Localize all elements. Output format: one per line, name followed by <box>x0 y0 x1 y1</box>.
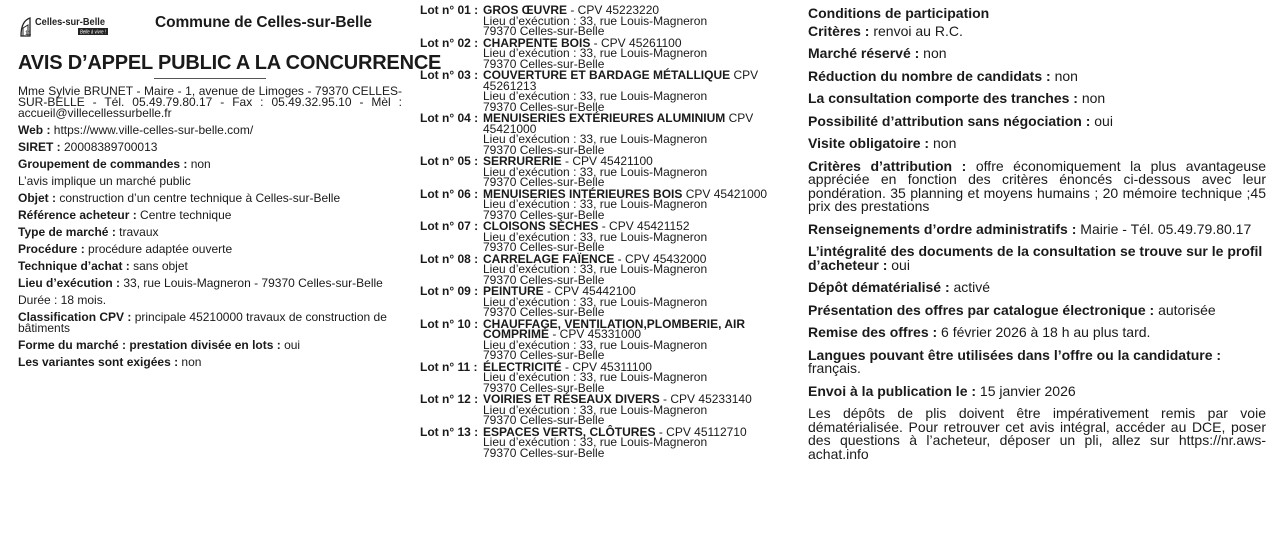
remise-line: Remise des offres : 6 février 2026 à 18 h au plus tard. <box>808 324 1151 340</box>
depots-paragraph: Les dépôts de plis doivent être impérativement remis par voie dématérialisée. Pour retrouver cet avis intégral, accéder au DCE, poser des questions à l’acheteur, déposer un pli, allez sur https://nr.aws-achat.info <box>808 405 1266 462</box>
lot-number: Lot n° 07 : <box>420 219 479 233</box>
lot-body <box>483 221 788 253</box>
lot-ville: 79370 Celles-sur-Belle <box>483 445 605 460</box>
lot-body <box>483 113 788 155</box>
lot-lieu: Lieu d’exécution : 33, rue Louis-Magneron <box>483 337 708 352</box>
lot-title: MENUISERIES INTÉRIEURES BOIS <box>483 186 683 201</box>
lot-lieu: Lieu d’exécution : 33, rue Louis-Magneron <box>483 164 708 179</box>
notice-details <box>18 86 402 368</box>
lot-item <box>420 286 788 318</box>
logo-tagline: Belle à vivre ! <box>80 29 107 36</box>
lot-ville: 79370 Celles-sur-Belle <box>483 207 605 222</box>
lot-body <box>483 5 788 37</box>
lot-number: Lot n° 02 : <box>420 35 479 50</box>
groupement-line: Groupement de commandes : non <box>18 157 211 171</box>
criteres-attribution-line: Critères d’attribution : offre économiquement la plus avantageuse appréciée en fonction des critères énoncés ci-dessous avec leur pondération. 35 planning et moyens humains ; 20 mémoire technique ;45 prix des prestations <box>808 157 1266 214</box>
lot-number: Lot n° 03 : <box>420 68 479 82</box>
lot-lieu: Lieu d’exécution : 33, rue Louis-Magneron <box>483 402 708 417</box>
logo-icon <box>18 12 136 38</box>
objet-line: Objet : construction d’un centre technique à Celles-sur-Belle <box>18 191 341 205</box>
criteres-line: Critères : renvoi au R.C. <box>808 22 963 39</box>
lot-title: CHARPENTE BOIS <box>483 35 591 50</box>
lot-number: Lot n° 12 : <box>420 392 479 406</box>
attribution-sans-negociation-line: Possibilité d’attribution sans négociation : oui <box>808 112 1113 129</box>
lot-number: Lot n° 05 : <box>420 154 479 168</box>
commune-title: Commune de Celles-sur-Belle <box>155 14 372 31</box>
lot-item <box>420 221 788 253</box>
lot-item <box>420 186 788 222</box>
lot-number: Lot n° 09 : <box>420 284 479 298</box>
lot-ville: 79370 Celles-sur-Belle <box>483 380 605 395</box>
lot-cpv: - CPV 45442100 <box>543 284 636 298</box>
lot-body <box>483 35 788 71</box>
lot-body <box>483 70 788 112</box>
langues-line: Langues pouvant être utilisées dans l’offre ou la candidature : français. <box>808 346 1222 376</box>
integralite-line: L’intégralité des documents de la consultation se trouve sur le profil d’acheteur : oui <box>808 243 1263 273</box>
lot-number: Lot n° 11 : <box>420 359 478 374</box>
reference-line: Référence acheteur : Centre technique <box>18 208 232 222</box>
procedure-line: Procédure : procédure adaptée ouverte <box>18 242 233 256</box>
lot-cpv: - CPV 45421152 <box>598 219 690 233</box>
lot-number: Lot n° 08 : <box>420 251 479 266</box>
lot-lieu: Lieu d’exécution : 33, rue Louis-Magneron <box>483 370 708 384</box>
lot-title: CARRELAGE FAÏENCE <box>483 251 615 266</box>
depot-line: Dépôt dématérialisé : activé <box>808 279 991 295</box>
lot-body <box>483 394 788 426</box>
lot-item <box>420 424 788 460</box>
lot-item <box>420 359 788 395</box>
title-divider <box>154 78 266 79</box>
lot-title-line <box>483 70 788 91</box>
lots-column <box>420 0 788 458</box>
lot-lieu: Lieu d’exécution : 33, rue Louis-Magneron <box>483 13 708 28</box>
lot-cpv: - CPV 45223220 <box>567 3 660 17</box>
column-right <box>808 0 1266 461</box>
celles-sur-belle-logo <box>18 12 136 38</box>
lot-body <box>483 186 788 222</box>
envoi-line: Envoi à la publication le : 15 janvier 2026 <box>808 382 1076 399</box>
siret-line: SIRET : 20008389700013 <box>18 140 158 154</box>
lot-cpv: - CPV 45233140 <box>659 392 752 406</box>
lot-cpv: - CPV 45311100 <box>561 359 652 374</box>
lot-lieu: Lieu d’exécution : 33, rue Louis-Magneron <box>483 262 708 276</box>
lot-number: Lot n° 06 : <box>420 186 479 201</box>
lot-cpv: CPV 45421000 <box>483 111 754 136</box>
tranches-line: La consultation comporte des tranches : non <box>808 90 1106 106</box>
lot-ville: 79370 Celles-sur-Belle <box>483 240 605 254</box>
lot-ville: 79370 Celles-sur-Belle <box>483 175 605 189</box>
lot-title: CLOISONS SÈCHES <box>483 219 599 233</box>
lot-lieu: Lieu d’exécution : 33, rue Louis-Magneron <box>483 197 708 211</box>
lot-ville: 79370 Celles-sur-Belle <box>483 413 605 427</box>
type-marche-line: Type de marché : travaux <box>18 225 159 239</box>
lot-body <box>483 156 788 188</box>
lot-lieu: Lieu d’exécution : 33, rue Louis-Magneron <box>483 435 708 449</box>
visite-line: Visite obligatoire : non <box>808 135 957 151</box>
column-left <box>18 0 442 369</box>
lot-ville: 79370 Celles-sur-Belle <box>483 348 605 362</box>
lot-body <box>483 251 788 287</box>
lot-lieu: Lieu d’exécution : 33, rue Louis-Magneron <box>483 132 708 146</box>
duree-line: Durée : 18 mois. <box>18 293 107 307</box>
lot-cpv: CPV 45261213 <box>483 68 759 93</box>
lot-ville: 79370 Celles-sur-Belle <box>483 142 605 157</box>
lot-cpv: - CPV 45421100 <box>561 154 653 168</box>
lot-body <box>483 424 788 460</box>
lot-number: Lot n° 10 : <box>420 316 479 331</box>
lot-body <box>483 286 788 318</box>
lot-lieu: Lieu d’exécution : 33, rue Louis-Magneron <box>483 294 708 309</box>
web-line: Web : https://www.ville-celles-sur-belle.com/ <box>18 123 254 137</box>
lot-title: PEINTURE <box>483 284 544 298</box>
lot-ville: 79370 Celles-sur-Belle <box>483 56 605 71</box>
lot-body <box>483 359 788 395</box>
lot-cpv: - CPV 45331000 <box>549 327 642 341</box>
lot-number: Lot n° 13 : <box>420 424 479 439</box>
lot-item <box>420 35 788 71</box>
lot-lieu: Lieu d’exécution : 33, rue Louis-Magneron <box>483 229 708 244</box>
lot-lieu: Lieu d’exécution : 33, rue Louis-Magneron <box>483 46 708 60</box>
lot-body <box>483 316 788 362</box>
marche-reserve-line: Marché réservé : non <box>808 45 947 61</box>
lot-item <box>420 316 788 362</box>
logo-wordmark: Celles-sur-Belle <box>35 16 106 28</box>
lot-item <box>420 113 788 155</box>
lot-number: Lot n° 04 : <box>420 111 479 125</box>
lot-title: VOIRIES ET RÉSEAUX DIVERS <box>483 392 660 406</box>
lot-title: MENUISERIES EXTÉRIEURES ALUMINIUM <box>483 111 726 125</box>
lot-cpv: - CPV 45261100 <box>590 35 682 50</box>
lot-item <box>420 5 788 37</box>
lot-ville: 79370 Celles-sur-Belle <box>483 99 605 114</box>
renseignements-line: Renseignements d’ordre administratifs : Mairie - Tél. 05.49.79.80.17 <box>808 220 1252 237</box>
variantes-line: Les variantes sont exigées : non <box>18 355 202 369</box>
lot-cpv: CPV 45421000 <box>682 186 768 201</box>
lot-item <box>420 156 788 188</box>
lot-item <box>420 251 788 287</box>
lot-cpv: - CPV 45112710 <box>655 424 747 439</box>
technique-line: Technique d’achat : sans objet <box>18 259 188 273</box>
header <box>18 0 402 37</box>
lot-ville: 79370 Celles-sur-Belle <box>483 272 605 287</box>
conditions-heading: Conditions de participation <box>808 5 990 21</box>
cpv-line: Classification CPV : principale 45210000 travaux de construction de bâtiments <box>18 310 387 335</box>
reduction-line: Réduction du nombre de candidats : non <box>808 67 1078 84</box>
presentation-line: Présentation des offres par catalogue électronique : autorisée <box>808 301 1216 318</box>
lot-title: ÉLECTRICITÉ <box>483 359 562 374</box>
lot-number: Lot n° 01 : <box>420 3 479 17</box>
lot-ville: 79370 Celles-sur-Belle <box>483 24 605 38</box>
lieu-line: Lieu d’exécution : 33, rue Louis-Magneron - 79370 Celles-sur-Belle <box>18 276 383 290</box>
lot-title: COUVERTURE ET BARDAGE MÉTALLIQUE <box>483 68 731 82</box>
lot-title: ESPACES VERTS, CLÔTURES <box>483 424 656 439</box>
marche-public-line: L’avis implique un marché public <box>18 174 191 188</box>
forme-line: Forme du marché : prestation divisée en lots : oui <box>18 338 301 352</box>
contact-info: Mme Sylvie BRUNET - Maire - 1, avenue de Limoges - 79370 CELLES-SUR-BELLE - Tél. 05.49.79.80.17 - Fax : 05.49.32.95.10 - Mèl : accueil@villecellessurbelle.fr <box>18 84 402 120</box>
lot-title-line <box>483 316 788 341</box>
lot-item <box>420 394 788 426</box>
lot-lieu: Lieu d’exécution : 33, rue Louis-Magneron <box>483 89 708 103</box>
avis-title: AVIS D’APPEL PUBLIC A LA CONCURRENCE <box>18 52 442 74</box>
lot-title: GROS ŒUVRE <box>483 3 568 17</box>
lot-item <box>420 70 788 112</box>
lot-title-line <box>483 113 788 134</box>
lot-ville: 79370 Celles-sur-Belle <box>483 305 605 319</box>
lot-cpv: - CPV 45432000 <box>614 251 707 266</box>
svg-text:11: 11 <box>25 31 32 37</box>
lot-title: SERRURERIE <box>483 154 562 168</box>
lot-title: CHAUFFAGE, VENTILATION,PLOMBERIE, AIR COMPRIMÉ <box>483 316 746 341</box>
